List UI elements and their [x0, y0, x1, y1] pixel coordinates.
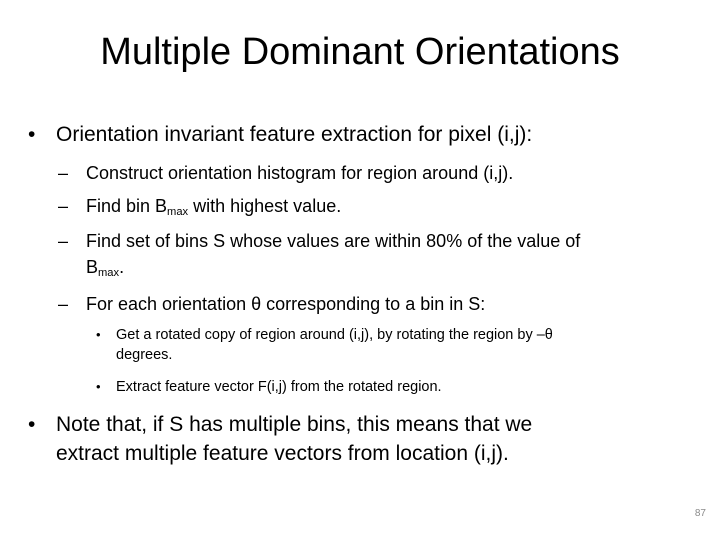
subsubbullet-line2: degrees. — [116, 347, 173, 363]
subbullet-text: For each orientation θ corresponding to a bin in S: — [86, 294, 486, 314]
bullet-text: Orientation invariant feature extraction for pixel (i,j): — [56, 123, 533, 146]
bullet-marker: • — [96, 327, 101, 342]
subbullet-find-set — [58, 228, 696, 280]
subbullet-line2-after: . — [119, 257, 125, 277]
subbullet-text: Construct orientation histogram for region around (i,j). — [86, 163, 514, 183]
page-number: 87 — [694, 508, 706, 519]
subsubbullet-extract-feature — [96, 377, 676, 397]
subbullet-line2-before: B — [86, 257, 99, 277]
slide-title: Multiple Dominant Orientations — [100, 31, 620, 73]
subbullet-find-bin — [58, 193, 696, 219]
bullet-marker: • — [28, 413, 36, 436]
subscript-max: max — [98, 266, 120, 279]
subbullet-line1: Find set of bins S whose values are within 80% of the value of — [86, 231, 581, 251]
subsubbullet-line1: Get a rotated copy of region around (i,j), by rotating the region by –θ — [116, 327, 553, 343]
dash-marker: – — [58, 196, 69, 216]
bullet-line2: extract multiple feature vectors from location (i,j). — [56, 442, 509, 465]
subbullet-for-each-orientation — [58, 291, 696, 317]
dash-marker: – — [58, 163, 69, 183]
subsubbullet-rotated-copy — [96, 325, 676, 365]
subbullet-text-after: with highest value. — [188, 196, 342, 216]
dash-marker: – — [58, 294, 69, 314]
subbullet-line2 — [86, 254, 696, 280]
bullet-note-multiple-bins — [28, 410, 696, 468]
bullet-marker: • — [96, 379, 101, 394]
subbullet-construct-histogram — [58, 160, 696, 186]
subsubbullet-text: Extract feature vector F(i,j) from the rotated region. — [116, 379, 442, 395]
bullet-marker: • — [28, 123, 36, 146]
dash-marker: – — [58, 231, 69, 251]
subscript-max: max — [167, 205, 189, 218]
subbullet-text-before: Find bin B — [86, 196, 168, 216]
bullet-line1: Note that, if S has multiple bins, this means that we — [56, 413, 533, 436]
bullet-orientation-invariant — [28, 120, 696, 149]
